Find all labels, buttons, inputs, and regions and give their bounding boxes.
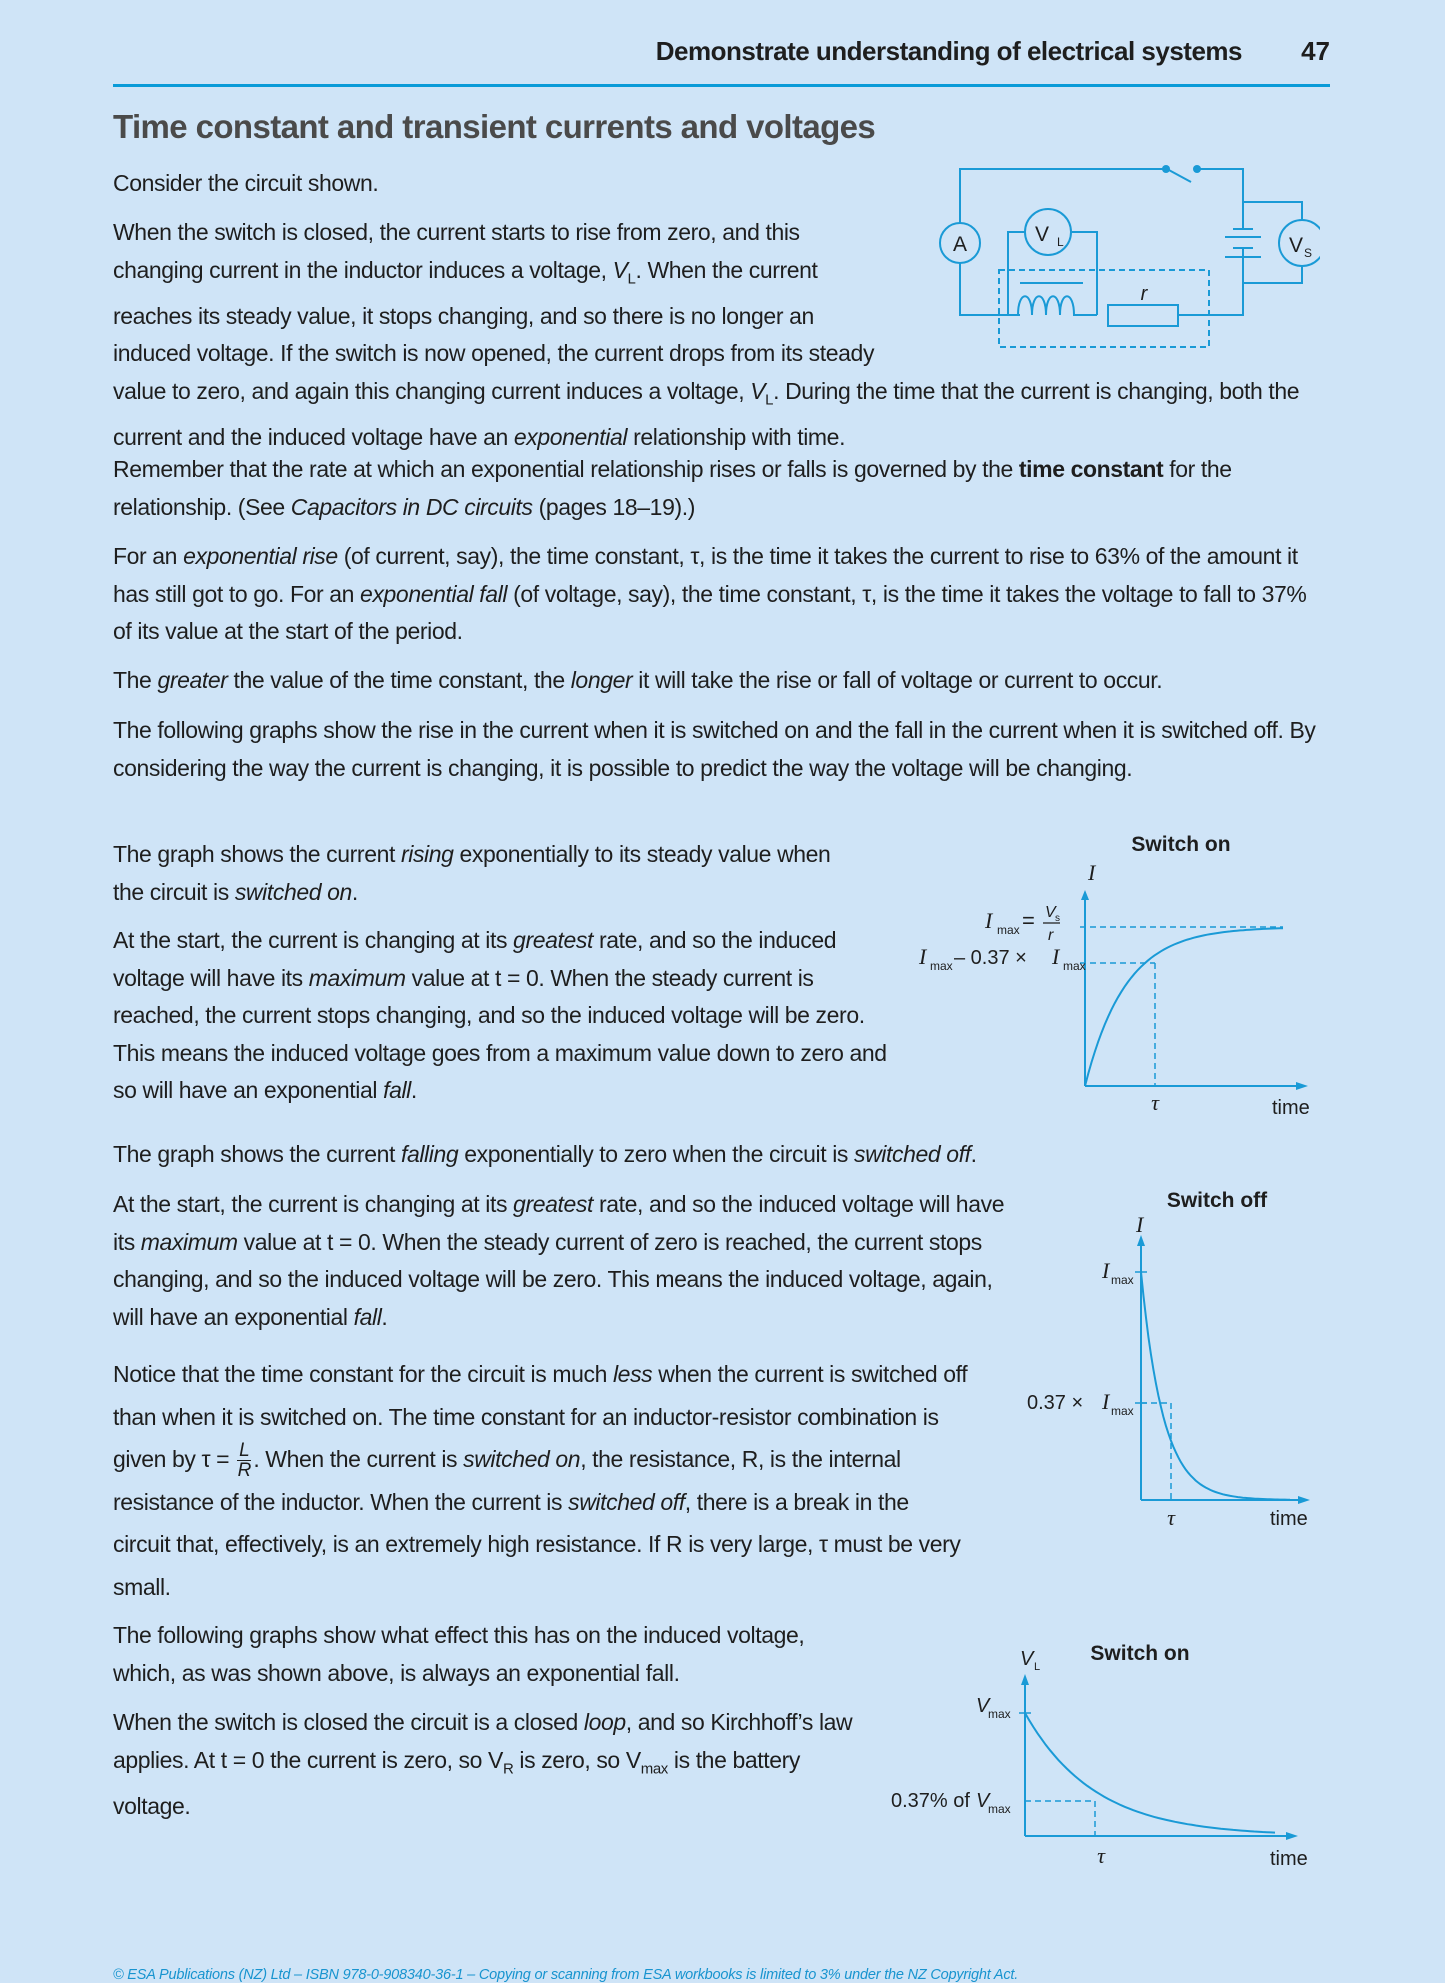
page-header — [113, 30, 1330, 87]
paragraph-voltage-effect: The following graphs show what effect this has on the induced voltage, which, as was shown above, is always an exponential fall. — [113, 1622, 805, 1686]
imax-sub-2: max — [930, 959, 953, 973]
x-axis-label: time — [1270, 1508, 1308, 1530]
voltmeter-s-label: V — [1288, 234, 1304, 257]
tau-tick-label: τ — [1097, 1843, 1105, 1868]
wire-vl — [1008, 232, 1026, 315]
paragraph-switch-on-explain: At the start, the current is changing at its greatest rate, and so the induced voltage will have its maximum value at t = 0. When the steady current is reached, the current stops changing, and so the induced voltage will be zero. This means the induced voltage goes from a maximum value down to zero and so will have an exponential fall. — [113, 927, 887, 1103]
y-axis-sub: L — [1034, 1661, 1041, 1673]
vmax-sub: max — [988, 1707, 1011, 1721]
page-number: 47 — [1301, 36, 1330, 66]
y-axis-label: I — [1136, 1212, 1144, 1237]
inductor-coil — [1008, 296, 1097, 315]
paragraph-exponential: For an exponential rise (of current, say), the time constant, τ, is the time it takes the current to rise to 63% of the amount it has still got to go. For an exponential fall (of voltage, say), the time constant, τ, is the time it takes the voltage to fall to 37% of its value at the start of the period. — [113, 543, 1307, 644]
circuit-diagram — [920, 150, 1320, 360]
resistor-label: r — [1140, 283, 1148, 305]
paragraph-greater: The greater the value of the time constant, the longer it will take the rise or fall of voltage or current to occur. — [113, 667, 1163, 693]
paragraph-graphs-intro: The following graphs show the rise in the current when it is switched on and the fall in the current when it is switched off. By considering the way the current is changing, it is possible to predict the way the voltage will be changing. — [113, 717, 1316, 781]
imax-label: I — [985, 908, 993, 933]
wire-vs-bottom — [1243, 267, 1302, 283]
imax-label-2: I — [1102, 1389, 1110, 1414]
current-rise-curve — [1085, 928, 1283, 1086]
wire-right-bottom — [1178, 253, 1243, 315]
imax-sub: max — [997, 923, 1020, 937]
section-heading: Time constant and transient currents and voltages — [113, 108, 876, 145]
y-axis-arrow — [1081, 890, 1089, 900]
voltmeter-s-sub: S — [1304, 246, 1313, 260]
voltmeter-l-label: V — [1034, 223, 1050, 246]
y-axis-label: I — [1088, 860, 1096, 885]
paragraph-switch-off-explain: At the start, the current is changing at its greatest rate, and so the induced voltage will have its maximum value at t = 0. When the steady current of zero is reached, the current stops changing, and so the induced voltage will be zero. This means the induced voltage, again, will have an exponential fall. — [113, 1191, 1005, 1330]
minus-label: – 0.37 × — [954, 947, 1027, 969]
switch-blade — [1167, 169, 1191, 182]
ammeter-label: A — [952, 233, 968, 256]
graph-title: Switch on — [1090, 1642, 1190, 1665]
graph-title: Switch on — [1131, 833, 1231, 856]
wire-vl-right — [1072, 232, 1097, 315]
x-axis-arrow — [1286, 1832, 1298, 1840]
switch-contact — [1162, 165, 1170, 173]
graph-title: Switch off — [1166, 1189, 1268, 1212]
wire-top-right — [1198, 169, 1243, 223]
mid-label: 0.37 × — [1027, 1392, 1084, 1414]
mid-label: 0.37% of — [891, 1790, 970, 1812]
paragraph-falling: The graph shows the current falling exponentially to zero when the circuit is switched off. — [113, 1141, 977, 1167]
copyright-footer: © ESA Publications (NZ) Ltd – ISBN 978-0-908340-36-1 – Copying or scanning from ESA workbooks is limited to 3% under the NZ Copyright Act. — [113, 1967, 1019, 1983]
r-denominator: r — [1048, 927, 1054, 944]
imax-label: I — [1102, 1258, 1110, 1283]
header-title: Demonstrate understanding of electrical systems — [655, 36, 1242, 66]
vmax-label-2: V — [976, 1790, 990, 1812]
tau-tick-label: τ — [1167, 1505, 1175, 1530]
paragraph-transient: When the switch is closed, the current starts to rise from zero, and this changing current in the inductor induces a voltage, $V_L$. When the current reaches its steady value, it stops changing, and so there is no longer an induced voltage. If the switch is now opened, the current drops from its steady value to zero, and again this changing current induces a voltage, $V_L$. During the time that the current is changing, both the current and the induced voltage have an exponential relationship with time. — [113, 219, 1300, 450]
vmax-sub-2: max — [988, 1802, 1011, 1816]
x-axis-label: time — [1272, 1097, 1310, 1119]
paragraph-kirchhoff: When the switch is closed the circuit is a closed loop, and so Kirchhoff’s law applies. At t = 0 the current is zero, so $V_R$ is zero, so $V_{max}$ is the battery voltage. — [113, 1709, 853, 1819]
graph-switch-on-current — [900, 820, 1320, 1120]
imax-sub: max — [1111, 1273, 1134, 1287]
imax-label-2: I — [919, 944, 927, 969]
y-axis-arrow — [1021, 1674, 1029, 1685]
graph-switch-on-voltage — [870, 1630, 1330, 1880]
voltmeter-l-sub: L — [1057, 235, 1064, 249]
imax-sub-2: max — [1111, 1404, 1134, 1418]
paragraph-time-constant: Remember that the rate at which an exponential relationship rises or falls is governed by the time constant for the relationship. (See Capacitors in DC circuits (pages 18–19).) — [113, 456, 1232, 520]
paragraph-notice: Notice that the time constant for the circuit is much less when the current is switched off than when it is switched on. The time constant for an inductor-resistor combination is given by τ = $\frac{L}{R}$ . When the current is switched on, the resistance, R, is the internal resistance of the inductor. When the current is switched off, there is a break in the circuit that, effectively, is an extremely high resistance. If R is very large, τ must be very small. — [113, 1361, 968, 1600]
paragraph-rising: The graph shows the current rising exponentially to its steady value when the circuit is switched on. — [113, 841, 831, 905]
y-axis-label: V — [1020, 1648, 1034, 1670]
current-fall-curve — [1141, 1272, 1290, 1500]
equals-sign: = — [1022, 908, 1035, 933]
x-axis-arrow — [1296, 1082, 1308, 1090]
resistor-symbol — [1108, 305, 1178, 326]
x-axis-arrow — [1298, 1496, 1310, 1504]
switch-contact — [1193, 165, 1201, 173]
paragraph-intro: Consider the circuit shown. — [113, 170, 379, 196]
tau-tick-label: τ — [1151, 1090, 1159, 1115]
vs-numerator: V — [1045, 904, 1056, 921]
graph-switch-off-current — [1000, 1180, 1330, 1550]
imax-sub-3: max — [1063, 959, 1086, 973]
vmax-label: V — [976, 1695, 990, 1717]
l-over-r-fraction: $\frac{L}{R}$ — [237, 1440, 251, 1482]
imax-label-3: I — [1052, 944, 1060, 969]
voltage-fall-curve — [1025, 1713, 1275, 1833]
vs-sub: s — [1055, 913, 1060, 924]
wire-vs — [1243, 202, 1302, 220]
x-axis-label: time — [1270, 1848, 1308, 1870]
